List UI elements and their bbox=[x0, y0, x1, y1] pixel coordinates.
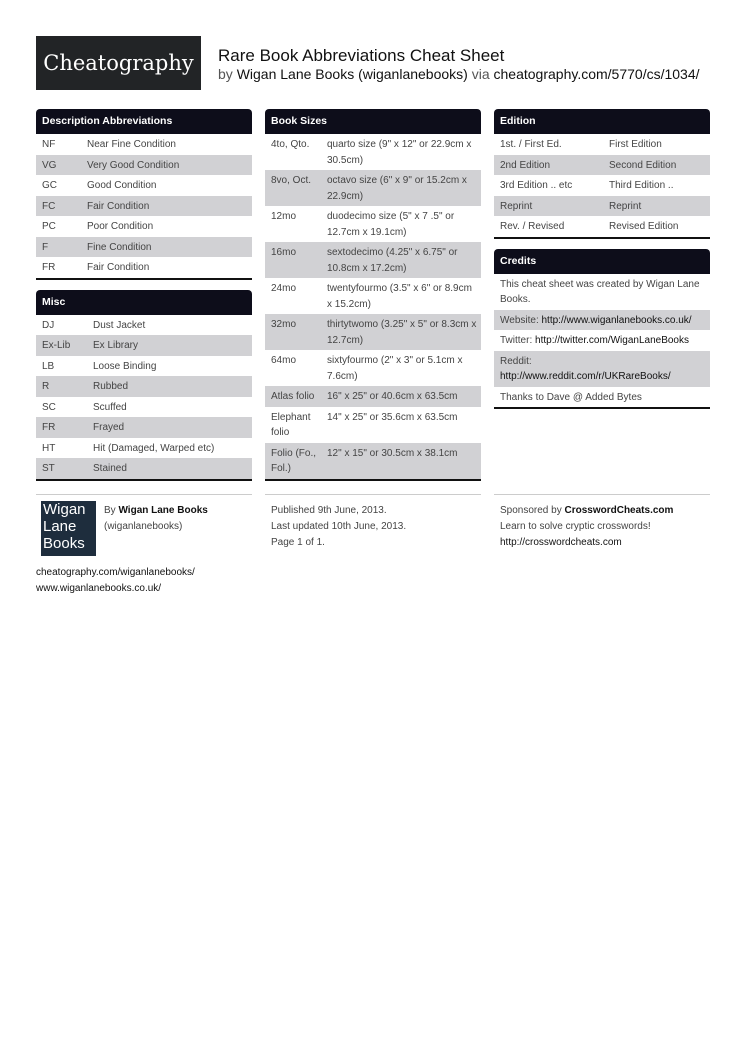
edition-box bbox=[494, 109, 710, 239]
table-row bbox=[36, 315, 252, 336]
row-term: Reprint bbox=[500, 200, 533, 212]
row-term: VG bbox=[42, 159, 57, 171]
row-definition: Fair Condition bbox=[87, 262, 150, 273]
row-term: ST bbox=[42, 463, 55, 474]
footer-by-label: By bbox=[104, 505, 116, 516]
row-term: SC bbox=[42, 401, 56, 413]
logo-text: Cheatography bbox=[43, 51, 194, 75]
credit-line bbox=[494, 351, 710, 387]
row-definition: Poor Condition bbox=[87, 221, 154, 232]
avatar-line: Lane bbox=[43, 518, 77, 535]
row-definition: Stained bbox=[93, 463, 127, 474]
row-definition: Frayed bbox=[93, 422, 125, 433]
row-definition: twentyfourmo (3.5" x 6" or 8.9cm x 15.2cm) bbox=[327, 283, 472, 310]
row-definition: Fine Condition bbox=[87, 241, 152, 253]
footer-author-name[interactable]: Wigan Lane Books bbox=[118, 505, 208, 516]
table-row bbox=[36, 216, 252, 237]
avatar-line: Wigan bbox=[43, 501, 86, 518]
footer-handle: (wiganlanebooks) bbox=[104, 521, 183, 532]
table-row bbox=[36, 257, 252, 278]
credit-text: This cheat sheet was created by Wigan Lane Books. bbox=[500, 278, 700, 305]
row-term: R bbox=[42, 381, 50, 392]
via-label: via bbox=[471, 66, 490, 82]
row-term: HT bbox=[42, 442, 56, 454]
description-table bbox=[36, 134, 252, 278]
credit-label: Reddit: bbox=[500, 355, 532, 367]
row-term: 32mo bbox=[271, 319, 297, 330]
row-definition: Revised Edition bbox=[609, 221, 679, 232]
row-definition: Dust Jacket bbox=[93, 319, 146, 331]
edition-table bbox=[494, 134, 710, 237]
sponsor-tagline: Learn to solve cryptic crosswords! bbox=[500, 521, 651, 532]
table-row bbox=[36, 356, 252, 377]
table-row bbox=[265, 278, 481, 314]
credit-label: Twitter: bbox=[500, 335, 536, 346]
row-term: FR bbox=[42, 422, 56, 433]
published-date: Published 9th June, 2013. bbox=[271, 505, 387, 516]
table-row bbox=[36, 237, 252, 258]
row-definition: quarto size (9" x 12" or 22.9cm x 30.5cm) bbox=[327, 139, 472, 166]
row-term: 24mo bbox=[271, 283, 297, 294]
page-title: Rare Book Abbreviations Cheat Sheet bbox=[218, 46, 505, 65]
sponsor-prefix: Sponsored by bbox=[500, 505, 562, 516]
row-definition: duodecimo size (5" x 7 .5" or 12.7cm x 19.1cm) bbox=[327, 211, 455, 238]
row-definition: octavo size (6" x 9" or 15.2cm x 22.9cm) bbox=[327, 175, 467, 202]
description-header: Description Abbreviations bbox=[36, 109, 252, 134]
table-row bbox=[36, 175, 252, 196]
credits-list bbox=[494, 274, 710, 408]
page-count: Page 1 of 1. bbox=[271, 537, 325, 548]
row-term: Ex-Lib bbox=[42, 340, 71, 351]
table-row bbox=[265, 350, 481, 386]
row-term: F bbox=[42, 241, 49, 253]
sizes-box bbox=[265, 109, 481, 481]
table-row bbox=[36, 458, 252, 479]
row-definition: Ex Library bbox=[93, 340, 139, 351]
table-row bbox=[36, 155, 252, 176]
updated-date: Last updated 10th June, 2013. bbox=[271, 521, 407, 532]
row-term: LB bbox=[42, 360, 55, 372]
byline bbox=[218, 66, 700, 82]
table-row bbox=[36, 335, 252, 356]
description-box bbox=[36, 109, 252, 280]
row-definition: sextodecimo (4.25" x 6.75" or 10.8cm x 17.2cm) bbox=[327, 247, 458, 274]
table-row bbox=[494, 155, 710, 176]
edition-header: Edition bbox=[494, 109, 710, 134]
row-definition: Third Edition .. bbox=[609, 180, 674, 191]
table-row bbox=[36, 417, 252, 438]
misc-table bbox=[36, 315, 252, 479]
row-definition: Reprint bbox=[609, 200, 642, 212]
row-term: NF bbox=[42, 139, 56, 150]
sheet-url-link[interactable]: cheatography.com/5770/cs/1034/ bbox=[493, 66, 700, 82]
row-term: Rev. / Revised bbox=[500, 221, 565, 232]
column-right bbox=[494, 109, 710, 419]
row-term: PC bbox=[42, 221, 56, 232]
row-term: 12mo bbox=[271, 211, 297, 222]
row-term: Elephant folio bbox=[271, 411, 311, 438]
row-definition: Second Edition bbox=[609, 159, 677, 171]
credit-text: Thanks to Dave @ Added Bytes bbox=[500, 391, 642, 403]
row-term: 4to, Qto. bbox=[271, 139, 310, 150]
row-term: DJ bbox=[42, 319, 55, 331]
table-row bbox=[265, 134, 481, 170]
row-term: GC bbox=[42, 180, 57, 191]
credit-line bbox=[494, 310, 710, 331]
column-left bbox=[36, 109, 252, 491]
row-definition: sixtyfourmo (2" x 3" or 5.1cm x 7.6cm) bbox=[327, 355, 463, 382]
row-term: Atlas folio bbox=[271, 391, 315, 402]
table-row bbox=[265, 206, 481, 242]
author-link[interactable]: Wigan Lane Books (wiganlanebooks) bbox=[236, 66, 468, 82]
footer-link-cheatography[interactable]: cheatography.com/wiganlanebooks/ bbox=[36, 567, 195, 578]
table-row bbox=[36, 134, 252, 155]
row-definition: 14" x 25" or 35.6cm x 63.5cm bbox=[327, 411, 458, 423]
row-definition: Fair Condition bbox=[87, 200, 150, 212]
row-definition: Very Good Condition bbox=[87, 159, 180, 171]
row-definition: Hit (Damaged, Warped etc) bbox=[93, 442, 215, 454]
row-definition: Near Fine Condition bbox=[87, 139, 176, 150]
sponsor-link[interactable]: CrosswordCheats.com bbox=[564, 505, 674, 516]
table-row bbox=[36, 397, 252, 418]
table-row bbox=[494, 134, 710, 155]
credit-label: Website: bbox=[500, 314, 542, 326]
table-row bbox=[494, 175, 710, 196]
row-term: 2nd Edition bbox=[500, 159, 551, 171]
table-row bbox=[36, 438, 252, 459]
table-row bbox=[265, 443, 481, 479]
sizes-table bbox=[265, 134, 481, 479]
row-definition: 16" x 25" or 40.6cm x 63.5cm bbox=[327, 391, 458, 402]
cheatography-logo[interactable] bbox=[36, 36, 201, 90]
misc-box bbox=[36, 290, 252, 481]
sponsor-url[interactable]: http://crosswordcheats.com bbox=[500, 537, 622, 548]
row-term: 16mo bbox=[271, 247, 297, 258]
row-definition: Rubbed bbox=[93, 381, 129, 392]
row-term: 8vo, Oct. bbox=[271, 175, 312, 186]
credits-box bbox=[494, 249, 710, 410]
sponsor-line bbox=[500, 503, 710, 519]
row-term: 1st. / First Ed. bbox=[500, 139, 562, 150]
footer-sponsor bbox=[494, 494, 710, 551]
column-middle bbox=[265, 109, 481, 491]
credit-link[interactable]: http://www.wiganlanebooks.co.uk/ bbox=[541, 314, 692, 326]
table-row bbox=[265, 407, 481, 443]
table-row bbox=[494, 196, 710, 217]
row-definition: thirtytwomo (3.25" x 5" or 8.3cm x 12.7cm) bbox=[327, 319, 477, 346]
row-term: 64mo bbox=[271, 355, 297, 366]
row-definition: Scuffed bbox=[93, 401, 127, 413]
row-definition: 12" x 15" or 30.5cm x 38.1cm bbox=[327, 447, 458, 459]
row-term: FC bbox=[42, 200, 56, 212]
footer-dates bbox=[265, 494, 481, 551]
row-term: Folio (Fo., Fol.) bbox=[271, 447, 317, 474]
table-row bbox=[265, 314, 481, 350]
table-row bbox=[36, 376, 252, 397]
table-row bbox=[265, 170, 481, 206]
row-term: FR bbox=[42, 262, 56, 273]
footer-author bbox=[36, 494, 252, 597]
misc-header: Misc bbox=[36, 290, 252, 315]
credit-link[interactable]: http://www.reddit.com/r/UKRareBooks/ bbox=[500, 371, 671, 382]
row-definition: Good Condition bbox=[87, 180, 157, 191]
footer-link-website[interactable]: www.wiganlanebooks.co.uk/ bbox=[36, 583, 162, 594]
credit-line bbox=[494, 387, 710, 408]
credit-link[interactable]: http://twitter.com/WiganLaneBooks bbox=[535, 335, 689, 346]
credit-line bbox=[494, 274, 710, 310]
table-row bbox=[36, 196, 252, 217]
row-term: 3rd Edition .. etc bbox=[500, 180, 573, 191]
credits-header: Credits bbox=[494, 249, 710, 274]
by-label: by bbox=[218, 66, 233, 82]
row-definition: Loose Binding bbox=[93, 360, 157, 372]
table-row bbox=[265, 242, 481, 278]
credit-line bbox=[494, 330, 710, 351]
sizes-header: Book Sizes bbox=[265, 109, 481, 134]
row-definition: First Edition bbox=[609, 139, 662, 150]
avatar-line: Books bbox=[43, 535, 85, 552]
footer-by-line bbox=[36, 503, 252, 519]
table-row bbox=[494, 216, 710, 237]
table-row bbox=[265, 386, 481, 407]
